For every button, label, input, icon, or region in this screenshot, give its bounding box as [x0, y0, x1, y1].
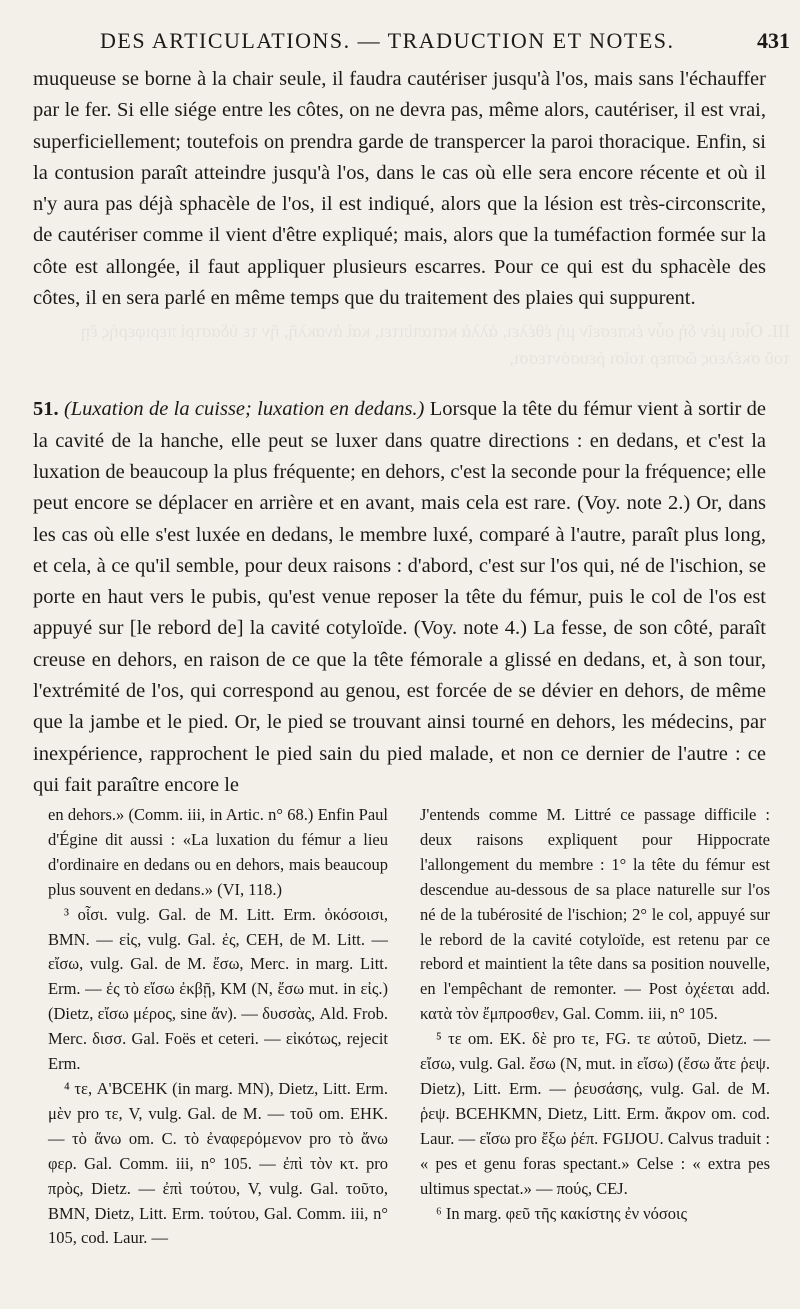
paragraph-continuation: muqueuse se borne à la chair seule, il faudra cautériser jusqu'à l'os, mais sans l'échauffer par le fer. Si elle siége entre les côtes, on ne devra pas, même alors, cautériser, il est vrai, superficiellement; toutefois on prendra garde de transpercer la paroi thoracique. Enfin, si la contusion paraît atteindre jusqu'à l'os, dans le cas où elle sera encore récente et où il n'y aura pas déjà sphacèle de l'os, il est indiqué, alors que la lésion est très-circonscrite, de cautériser comme il vient d'être expliqué; mais, alors que la tuméfaction formée sur la côte est allongée, il faut appliquer plusieurs escarres. Pour ce qui est du sphacèle des côtes, il en sera parlé en même temps que du traitement des plaies qui suppurent. [33, 68, 766, 310]
footnotes-right-column [420, 803, 770, 1226]
footnote-4: ⁴ τε, A'BCEHK (in marg. MN), Dietz, Litt. Erm. μὲν pro τε, V, vulg. Gal. de M. — τοῦ om. EHK. — τὸ ἄνω om. C. τὸ ἐναφερόμενον pro τὸ ἄνω φερ. Gal. Comm. iii, n° 105. — ἐπὶ τὸν κτ. pro πρὸς, Dietz. — ἐπὶ τούτου, V, vulg. Gal. τοῦτο, BMN, Dietz, Litt. Erm. τούτου, Gal. Comm. iii, n° 105, cod. Laur. — [48, 1078, 388, 1248]
footnote-3: ³ οἷσι. vulg. Gal. de M. Litt. Erm. ὁκόσοισι, BMN. — εἰς, vulg. Gal. ἐς, CEH, de M. Litt. — εἴσω, vulg. Gal. de M. ἔσω, Merc. in marg. Litt. Erm. — ἐς τὸ εἴσω ἐκβῇ, KM (N, ἔσω mut. in εἰς.) (Dietz, εἴσω μέρος, sine ἄν). — δυσσὰς, Ald. Frob. Merc. δισσ. Gal. Foës et ceteri. — εἰκότως, rejecit Erm. [48, 904, 388, 1074]
footnote-continuation: en dehors.» (Comm. iii, in Artic. n° 68.) Enfin Paul d'Égine dit aussi : «La luxation du fémur a lieu d'ordinaire en dedans ou en dehors, mais beaucoup plus souvent en dedans.» (VI, 118.) [48, 805, 388, 899]
footnote-5: ⁵ τε om. EK. δὲ pro τε, FG. τε αὐτοῦ, Dietz. — εἴσω, vulg. Gal. ἔσω (N, mut. in εἴσω) (ἔσω ἄτε ῥεψ. Dietz), Litt. Erm. — ῥευσάσης, vulg. Gal. de M. ῥεψ. BCEHKMN, Dietz, Litt. Erm. ἄκρον om. cod. Laur. — εἴσω pro ἔξω ῥέπ. FGIJOU. Calvus traduit : « pes et genu foras spectant.» Celse : « extra pes ultimus spectat.» — πούς, CEJ. [420, 1029, 770, 1198]
footnotes-left-column [48, 803, 388, 1251]
footnote-continuation-right: J'entends comme M. Littré ce passage difficile : deux raisons expliquent pour Hippocrate l'allongement du membre : 1° la tête du fémur est descendue au-dessous de sa place naturelle sur l'os né de la tubérosité de l'ischion; 2° le col, appuyé sur le rebord de la cavité cotyloïde, est retenu par ce rebord et maintient la tête dans sa position nouvelle, en l'empêchant de remonter. — Post ὀχέεται add. κατὰ τὸν ἔμπροσθεν, Gal. Comm. iii, n° 105. [420, 805, 770, 1024]
bleed-through-text: ΙΙΙ. Οἷσι μὲν δὴ οὖν ἐκπεσεῖν μὴ ἐθέλει, ἀλλὰ καταπίπτει, καὶ ἀνακλῆ, ἤν τε ὑδαστρὶ περιφερὴς ἔῃ τοῦ σκέλεος ὥσπερ τοῖσι ῥευσόντεσσι, [80, 321, 790, 368]
main-text [33, 64, 766, 801]
running-title: DES ARTICULATIONS. — TRADUCTION ET NOTES. [100, 28, 675, 53]
page-number: 431 [757, 28, 790, 53]
section-body: Lorsque la tête du fémur vient à sortir de la cavité de la hanche, elle peut se luxer dans quatre directions : en dedans, et c'est la luxation de beaucoup la plus fréquente; en dehors, c'est la seconde pour la fréquence; elle peut encore se déplacer en arrière et en avant, mais cela est rare. (Voy. note 2.) Or, dans les cas où elle s'est luxée en dedans, le membre luxé, comparé à l'autre, paraît plus long, et cela, à ce qu'il semble, pour deux raisons : d'abord, c'est sur l'os qui, né de l'ischion, se porte en haut vers le pubis, qu'est venue reposer la tête du fémur, puis le col de l'os est appuyé sur [le rebord de] la cavité cotyloïde. (Voy. note 4.) La fesse, de son côté, paraît creuse en dehors, en raison de ce que la tête fémorale a glissé en dedans, et, à son tour, l'extrémité de l'os, qui correspond au genou, est forcée de se dévier en dehors, de même que la jambe et le pied. Or, le pied se trouvant ainsi tourné en dehors, les médecins, par inexpérience, rapprochent le pied sain du pied malade, et non ce dernier de l'autre : ce qui fait paraître encore le [33, 398, 767, 796]
footnote-6: ⁶ In marg. φεῦ τῆς κακίστης ἐν νόσοις [436, 1203, 687, 1223]
section-number: 51. [33, 398, 59, 421]
page-header [100, 28, 790, 58]
section-heading: (Luxation de la cuisse; luxation en dedans.) [63, 398, 425, 421]
paragraph-51 [33, 394, 766, 801]
